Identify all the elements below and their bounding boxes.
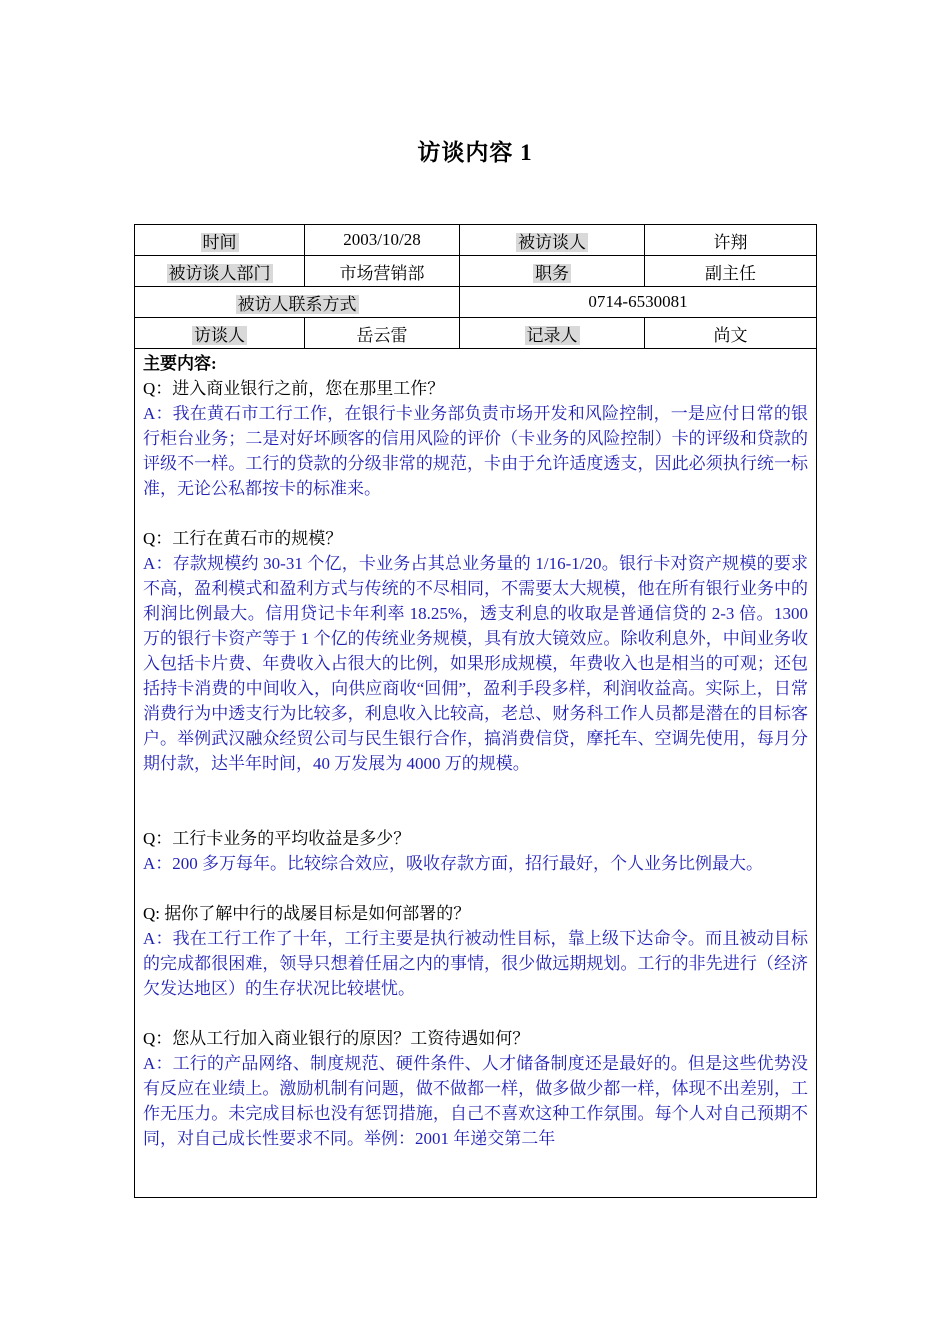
paragraph-spacer (143, 776, 808, 826)
table-row (135, 225, 817, 256)
time-label-cell (135, 225, 305, 256)
question-text: Q：工行在黄石市的规模？ (143, 529, 343, 548)
question-text: Q：工行卡业务的平均收益是多少？ (143, 829, 411, 848)
question-text: Q: 据你了解中行的战屡目标是如何部署的？ (143, 904, 471, 923)
page-title: 访谈内容 1 (417, 140, 533, 165)
answer-text: A：我在工行工作了十年，工行主要是执行被动性目标，靠上级下达命令。而且被动目标的完成都很困难，领导只想着任届之内的事情，很少做远期规划。工行的非先进行（经济欠发达地区）的生存状况比较堪忧。 (143, 929, 808, 998)
answer-text: A：200 多万每年。比较综合效应，吸收存款方面，招行最好，个人业务比例最大。 (143, 854, 764, 873)
position-value: 副主任 (645, 256, 817, 287)
table-row (135, 256, 817, 287)
department-label: 被访谈人部门 (168, 263, 271, 283)
interviewee-label: 被访谈人 (518, 232, 586, 252)
paragraph-spacer (143, 876, 808, 901)
interviewer-label-cell (135, 318, 305, 349)
interviewee-value: 许翔 (645, 225, 817, 256)
department-value: 市场营销部 (305, 256, 460, 287)
contact-label: 被访人联系方式 (237, 294, 357, 314)
recorder-label: 记录人 (526, 325, 578, 345)
question-text: Q：您从工行加入商业银行的原因？工资待遇如何？ (143, 1029, 530, 1048)
contact-label-cell (135, 287, 460, 318)
paragraph-spacer (143, 501, 808, 526)
main-content-cell (135, 349, 817, 1198)
contact-value: 0714-6530081 (460, 287, 817, 318)
interviewee-label-cell (460, 225, 645, 256)
answer-text: A：我在黄石市工行工作，在银行卡业务部负责市场开发和风险控制，一是应付日常的银行柜台业务；二是对好坏顾客的信用风险的评价（卡业务的风险控制）卡的评级和贷款的评级不一样。工行的贷款的分级非常的规范，卡由于允许适度透支，因此必须执行统一标准，无论公私都按卡的标准来。 (143, 404, 808, 498)
time-value: 2003/10/28 (305, 225, 460, 256)
department-label-cell (135, 256, 305, 287)
answer-text: A：存款规模约 30-31 个亿，卡业务占其总业务量的 1/16-1/20。银行卡对资产规模的要求不高，盈利模式和盈利方式与传统的不尽相同，不需要太大规模，他在所有银行业务中的利润比例最大。信用贷记卡年利率 18.25%，透支利息的收取是普通信贷的 2-3 倍。1300 万的银行卡资产等于 1 个亿的传统业务规模，具有放大镜效应。除收利息外，中间业务收入包括卡片费、年费收入占很大的比例，如果形成规模，年费收入也是相当的可观；还包括持卡消费的中间收入，向供应商收“回佣”，盈利手段多样，利润收益高。实际上，日常消费行为中透支行为比较多，利息收入比较高，老总、财务科工作人员都是潜在的目标客户。举例武汉融众经贸公司与民生银行合作，搞消费信贷，摩托车、空调先使用，每月分期付款，达半年时间，40 万发展为 4000 万的规模。 (143, 554, 808, 773)
recorder-value: 尚文 (645, 318, 817, 349)
table-row (135, 287, 817, 318)
position-label-cell (460, 256, 645, 287)
recorder-label-cell (460, 318, 645, 349)
time-label: 时间 (202, 232, 237, 252)
table-row (135, 318, 817, 349)
interview-table (134, 224, 817, 1198)
content-heading: 主要内容: (143, 354, 217, 373)
interviewer-value: 岳云雷 (305, 318, 460, 349)
interviewer-label: 访谈人 (194, 325, 245, 345)
paragraph-spacer (143, 1001, 808, 1026)
table-row (135, 349, 817, 1198)
position-label: 职务 (535, 263, 569, 283)
answer-text: A：工行的产品网络、制度规范、硬件条件、人才储备制度还是最好的。但是这些优势没有反应在业绩上。激励机制有问题，做不做都一样，做多做少都一样，体现不出差别，工作无压力。未完成目标也没有惩罚措施，自己不喜欢这种工作氛围。每个人对自己预期不同，对自己成长性要求不同。举例：2001 年递交第二年 (143, 1054, 808, 1148)
question-text: Q：进入商业银行之前，您在那里工作？ (143, 379, 445, 398)
